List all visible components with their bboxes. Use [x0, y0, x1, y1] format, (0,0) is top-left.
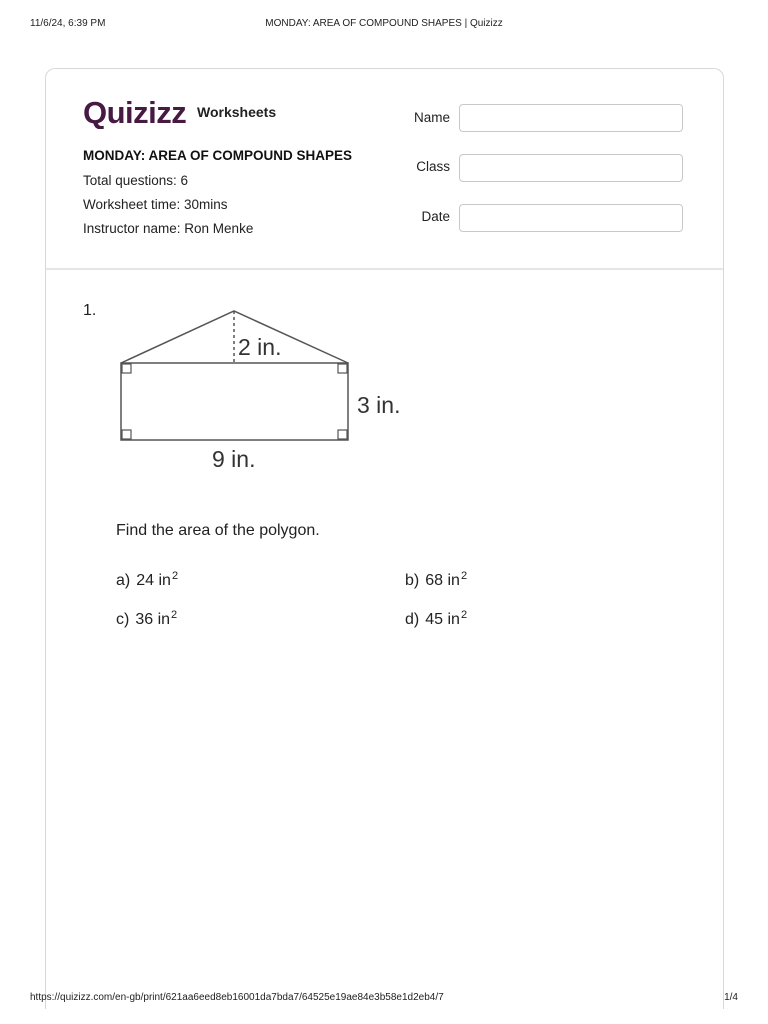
instructor-name: Instructor name: Ron Menke: [83, 221, 254, 236]
option-a[interactable]: [116, 570, 178, 590]
print-footer: [30, 992, 738, 1006]
logo-subtitle: Worksheets: [197, 104, 277, 120]
total-questions: Total questions: 6: [83, 173, 189, 188]
print-page-title: MONDAY: AREA OF COMPOUND SHAPES | Quizizz: [265, 18, 503, 29]
right-angle-mark: [122, 430, 131, 439]
name-label: Name: [413, 110, 450, 125]
option-letter: d): [405, 611, 420, 628]
worksheet-header: [46, 69, 723, 270]
option-value: 24 in: [136, 572, 171, 589]
option-b[interactable]: [405, 570, 467, 590]
option-letter: b): [405, 572, 420, 589]
question-text: Find the area of the polygon.: [116, 522, 320, 539]
option-d[interactable]: [405, 609, 467, 629]
option-exponent: 2: [460, 609, 468, 621]
class-label: Class: [416, 159, 450, 174]
quizizz-logo-mark: [83, 95, 189, 129]
option-exponent: 2: [460, 570, 468, 582]
label-base: 9 in.: [212, 446, 256, 472]
right-angle-mark: [338, 430, 347, 439]
label-rect-height: 3 in.: [357, 392, 401, 418]
option-letter: c): [116, 611, 130, 628]
rectangle-shape: [121, 363, 348, 440]
option-value: 68 in: [425, 572, 460, 589]
worksheet-card: [45, 68, 724, 1009]
class-field[interactable]: [459, 154, 683, 182]
print-datetime: 11/6/24, 6:39 PM: [30, 18, 106, 29]
quizizz-logo: [83, 95, 189, 129]
right-angle-mark: [122, 364, 131, 373]
logo-wordmark: Quizizz: [83, 95, 187, 129]
compound-shape-figure: [116, 305, 416, 480]
page-number: 1/4: [724, 992, 738, 1003]
date-label: Date: [421, 209, 450, 224]
right-angle-mark: [338, 364, 347, 373]
print-header: [30, 18, 738, 32]
name-field[interactable]: [459, 104, 683, 132]
print-url: https://quizizz.com/en-gb/print/621aa6eed8eb16001da7bda7/64525e19ae84e3b58e1d2eb4/7: [30, 992, 444, 1003]
option-value: 36 in: [135, 611, 171, 628]
worksheet-time: Worksheet time: 30mins: [83, 197, 228, 212]
option-exponent: 2: [171, 609, 178, 621]
option-exponent: 2: [171, 570, 179, 582]
worksheet-title: MONDAY: AREA OF COMPOUND SHAPES: [83, 148, 353, 163]
label-triangle-height: 2 in.: [238, 334, 282, 360]
option-value: 45 in: [425, 611, 460, 628]
date-field[interactable]: [459, 204, 683, 232]
option-c[interactable]: [116, 609, 177, 629]
option-letter: a): [116, 572, 131, 589]
question-number: 1.: [83, 302, 97, 319]
